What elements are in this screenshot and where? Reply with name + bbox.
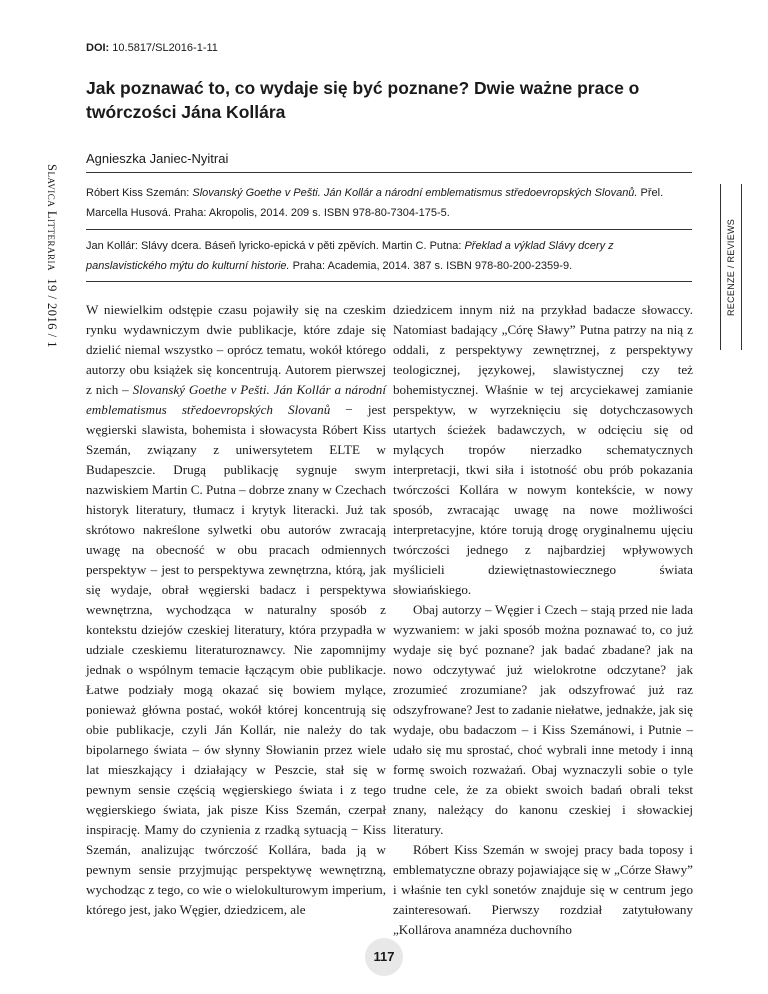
journal-issue: 19 / 2016 / 1 (45, 278, 59, 349)
paragraph: dziedzicem innym niż na przykład badacze słowaccy. Natomiast badający „Córę Sławy” Putna patrzy na nią z oddali, z perspektywy zewnętrznej, z perspektywy teologicznej, językowej, slawistycznej czy też bohemistycznej. Właśnie w tej arcyciekawej zamianie perspektyw, w wyrzeknięciu się dotychczasowych utartych ścieżek badawczych, w odcięciu się od mylących tropów nierzadko schematycznych interpretacji, tkwi siła i istotność obu prób pokazania twórczości Kollára w nowym kontekście, w nowy sposób, zwracając uwagę na nowe możliwości interpretacyjne, które torują drogę oryginalnemu ujęciu twórczości jednego z najbardziej wpływowych myślicieli dziewiętnastowiecznego świata słowiańskiego. (393, 302, 693, 597)
rule-top (86, 172, 692, 173)
paragraph: Obaj autorzy – Węgier i Czech – stają przed nie lada wyzwaniem: w jaki sposób można poznawać to, co już wydaje się być poznane? jak badać zbadane? jak na nowo odczytywać już wielokrotne odczytane? jak zrozumieć zrozumiane? jak odszyfrować już raz odszyfrowane? Jest to zadanie niełatwe, jednakże, jak się wydaje, obu badaczom – i Kiss Szemánowi, i Putnie – udało się mu sprostać, choć wybrali inne metody i inną formę swoich rozważań. Obaj wyznaczyli sobie o tyle trudne cele, że za obiekt swoich badań obrali tekst znany, należący do kanonu czeskiej i słowackiej literatury. (393, 602, 693, 837)
text-run: W niewielkim odstępie czasu pojawiły się na czeskim rynku wydawniczym dwie publikacje, które zdaje się dzielić niemal wszystko – oprócz tematu, wokół którego autorzy obu książek się koncentrują. Autorem pierwszej z nich – (86, 302, 386, 397)
doi-label: DOI: (86, 42, 110, 54)
body-column-right (393, 300, 693, 940)
author-name: Agnieszka Janiec-Nyitrai (86, 151, 229, 166)
ref1-publication: Přel. Marcella Husová. Praha: Akropolis, 2014. 209 s. ISBN 978-80-7304-175-5. (86, 187, 664, 219)
paragraph: Róbert Kiss Szemán w swojej pracy bada toposy i emblematyczne obrazy pojawiające się w „Córze Sławy” i właśnie ten cykl sonetów znajduje się w centrum jego zainteresowań. Pierwszy rozdział zatytułowany „Kollárova anamnéza duchovního (393, 842, 693, 937)
page-number: 117 (365, 938, 403, 976)
rule-bottom (86, 281, 692, 282)
doi-line (86, 42, 218, 54)
journal-name-litteraria: Litteraria (45, 210, 59, 272)
text-run: − jest węgierski slawista, bohemista i słowacysta Róbert Kiss Szemán, związany z uniwersytetem ELTE w Budapeszcie. Drugą publikację sygnuje swym nazwiskiem Martin C. Putna – dobrze znany w Czechach historyk literatury, tłumacz i krytyk literacki. Już tak skrótowo nakreślone sylwetki obu autorów zwracają uwagę na obecność w obu pracach odmiennych perspektyw – jest to perspektywa zewnętrzna, którą, jak się wydaje, obrał węgierski badacz i perspektywa wewnętrzna, wychodząca w naturalny sposób z kontekstu dziejów czeskiej literatury, która przypadła w udziale czeskiemu literaturoznawcy. Nie zapomnijmy jednak o wspólnym temacie łączącym obie publikacje. Łatwe podziały mogą okazać się bowiem mylące, ponieważ główna postać, wokół której koncentrują się obie publikacje, czyli Ján Kollár, nie należy do tak bipolarnego świata – ów słynny Słowianin przez wiele lat mieszkający i działający w Peszcie, stał się w pewnym sensie częścią węgierskiego świata i z tego węgierskiego świata, jak pisze Kiss Szemán, czerpał inspirację. Mamy do czynienia z rzadką sytuacją − Kiss Szemán, analizując twórczość Kollára, bada ją w pewnym sensie przyjmując perspektywę wewnętrzną, wychodząc z tego, co wie o wielokulturowym imperium, którego jest, jako Węgier, dziedzicem, ale (86, 402, 386, 917)
body-column-left (86, 300, 386, 920)
journal-running-head (44, 164, 59, 348)
doi-value: 10.5817/SL2016-1-11 (109, 42, 218, 54)
ref2-author: Jan Kollár: Slávy dcera. Báseň lyricko-epická v pěti zpěvích. Martin C. Putna: (86, 240, 465, 252)
reference-2 (86, 236, 692, 276)
article-title: Jak poznawać to, co wydaje się być poznane? Dwie ważne prace o twórczości Jána Kollára (86, 78, 640, 122)
ref1-title: Slovanský Goethe v Pešti. Ján Kollár a národní emblematismus středoevropských Slovanů. (192, 187, 638, 199)
section-tab (720, 184, 742, 350)
paragraph (86, 300, 386, 920)
book-title-inline: Slovanský Goethe v Pešti. Ján Kollár a národní emblematismus středoevropských Slovanů (86, 382, 386, 417)
rule-middle (86, 229, 692, 230)
ref2-title: Překlad a výklad Slávy dcery z panslavistického mýtu do kulturní historie. (86, 240, 614, 272)
journal-name-slavica: Slavica (45, 164, 59, 208)
section-label: RECENZE / REVIEWS (726, 218, 736, 316)
ref2-publication: Praha: Academia, 2014. 387 s. ISBN 978-80-200-2359-9. (289, 260, 573, 272)
reference-1 (86, 183, 692, 223)
ref1-author: Róbert Kiss Szemán: (86, 187, 193, 199)
